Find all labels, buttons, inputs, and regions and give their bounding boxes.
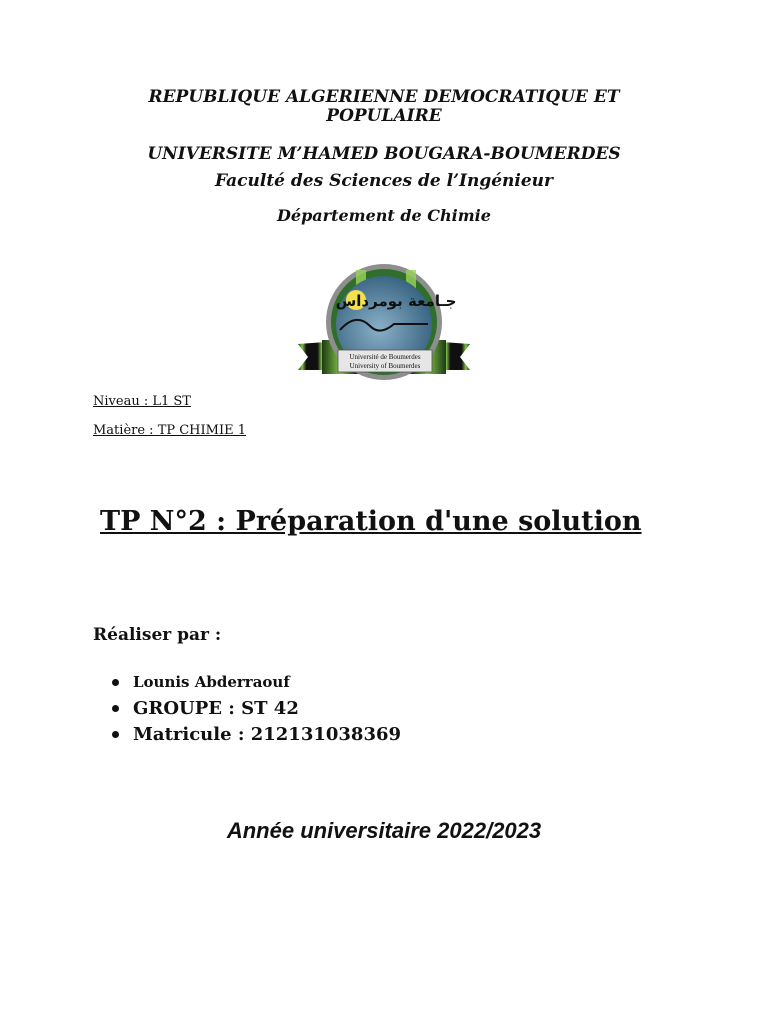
republic-heading: REPUBLIQUE ALGERIENNE DEMOCRATIQUE ET POPULAIRE [148,87,620,126]
bullet-icon [112,679,119,686]
logo-caption-fr: Université de Boumerdes [349,353,421,361]
department-heading: Département de Chimie [277,206,491,225]
bullet-icon [112,731,119,738]
document-title: TP N°2 : Préparation d'une solution [100,506,642,537]
niveau-line: Niveau : L1 ST [93,394,191,409]
logo-caption-en: University of Boumerdes [349,362,421,370]
matiere-line: Matière : TP CHIMIE 1 [93,423,246,438]
list-item [112,669,401,695]
author-matricule: Matricule : 212131038369 [133,723,402,745]
list-item [112,695,401,721]
author-list [112,669,401,747]
realised-by-label: Réaliser par : [93,625,222,645]
bullet-icon [112,705,119,712]
faculty-heading: Faculté des Sciences de l’Ingénieur [215,171,553,191]
logo-arabic-text: جـامعة بومرداس [335,292,457,310]
list-item [112,721,401,747]
author-group: GROUPE : ST 42 [133,697,299,719]
university-logo-icon [296,262,472,388]
university-heading: UNIVERSITE M’HAMED BOUGARA-BOUMERDES [147,144,621,164]
author-name: Lounis Abderraouf [133,673,290,691]
academic-year: Année universitaire 2022/2023 [226,818,542,843]
